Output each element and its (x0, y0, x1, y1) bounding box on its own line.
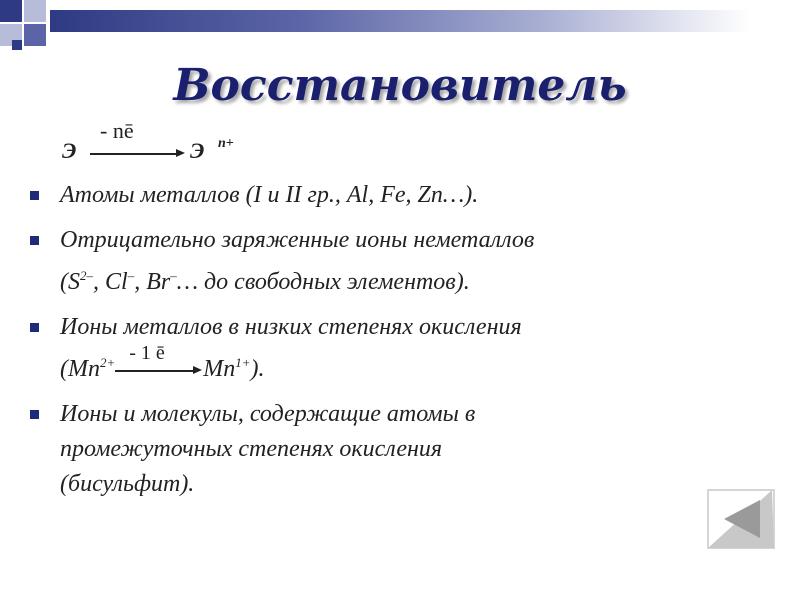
deco-square (24, 24, 46, 46)
electron-arrow (115, 342, 203, 376)
scheme-reactant: Э (62, 138, 77, 163)
list-item-text: , Br (134, 269, 171, 295)
list-item-text: (S (60, 269, 80, 295)
list-item-text: Отрицательно заряженные ионы неметаллов (60, 227, 535, 253)
square-bullet-icon (30, 323, 39, 332)
charge-superscript: 2– (80, 268, 93, 283)
list-item-text: Mn (203, 356, 236, 382)
list-item (30, 178, 790, 213)
list-item-text: промежуточных степенях окисления (60, 436, 443, 462)
square-bullet-icon (30, 410, 39, 419)
electron-arrow-label: - 1 ē (129, 342, 165, 364)
deco-square (0, 0, 22, 22)
header-bar (50, 10, 750, 32)
charge-superscript: – (170, 268, 177, 283)
scheme-arrow (90, 153, 178, 155)
deco-square (24, 0, 46, 22)
triangle-left-icon[interactable] (706, 488, 776, 550)
list-item-text: ). (250, 356, 265, 382)
list-item-text: Атомы металлов (I и II гр., Al, Fe, Zn…). (60, 182, 479, 208)
scheme-arrow-head (176, 149, 185, 157)
charge-superscript: 1+ (235, 355, 251, 370)
arrow-line (115, 370, 195, 372)
deco-square (12, 40, 22, 50)
scheme-product-superscript: n+ (218, 136, 234, 151)
scheme-arrow-label: - nē (100, 118, 134, 143)
list-item-text: , Cl (93, 269, 128, 295)
square-bullet-icon (30, 191, 39, 200)
arrow-head (193, 366, 202, 374)
slide-title: Восстановитель (173, 60, 627, 111)
charge-superscript: 2+ (99, 355, 116, 370)
list-item-text: (Mn (60, 356, 100, 382)
list-item-text: Ионы металлов в низких степенях окисления (60, 314, 522, 340)
list-item (30, 310, 790, 387)
bullet-list (30, 178, 790, 512)
square-bullet-icon (30, 236, 39, 245)
reduction-scheme (58, 118, 318, 168)
scheme-product: Э (190, 138, 205, 163)
list-item-text: (бисульфит). (60, 471, 195, 497)
list-item-text: … до свободных элементов). (176, 269, 470, 295)
charge-superscript: – (127, 268, 135, 283)
list-item-text: Ионы и молекулы, содержащие атомы в (60, 401, 476, 427)
list-item (30, 397, 790, 502)
list-item (30, 223, 790, 300)
